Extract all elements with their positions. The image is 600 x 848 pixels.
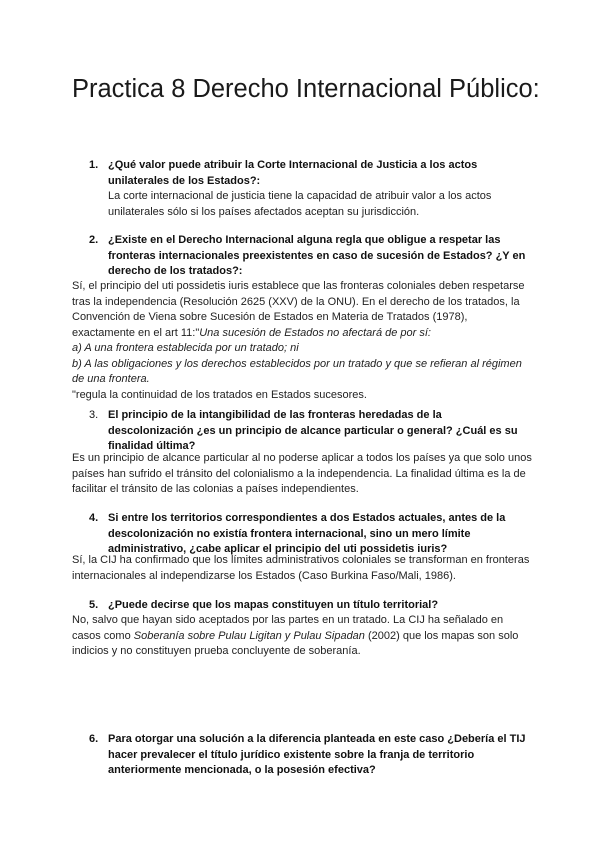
question-text: ¿Qué valor puede atribuir la Corte Internacional de Justicia a los actos unilaterales de los Estados?:	[108, 159, 478, 187]
answer-2	[72, 279, 532, 403]
quote-line: Una sucesión de Estados no afectará de por sí:	[199, 326, 431, 339]
question-4	[89, 511, 528, 558]
question-1	[89, 158, 528, 189]
answer-4: Sí, la CIJ ha confirmado que los límites administrativos coloniales se transforman en fronteras internacionales al independizarse los Estados (Caso Burkina Faso/Mali, 1986).	[72, 554, 530, 582]
question-text: Para otorgar una solución a la diferencia planteada en este caso ¿Debería el TIJ hacer prevalecer el título jurídico existente sobre la franja de territorio anteriormente mencionada, o la posesión efectiva?	[108, 733, 526, 776]
question-text: Si entre los territorios correspondientes a dos Estados actuales, antes de la descolonización no existía frontera internacional, sino un mero límite administrativo, ¿cabe aplicar el principio del uti possidetis iuris?	[108, 512, 506, 555]
question-number: 2.	[89, 234, 99, 246]
question-5	[89, 598, 528, 614]
quote-item-b: b) A las obligaciones y los derechos establecidos por un tratado y que se refieran al régimen de una frontera.	[72, 357, 522, 385]
answer-1: La corte internacional de justicia tiene la capacidad de atribuir valor a los actos unilaterales sólo si los países afectados aceptan su jurisdicción.	[108, 190, 492, 218]
page-title: Practica 8 Derecho Internacional Público:	[72, 75, 540, 103]
question-number: 1.	[89, 159, 99, 171]
answer-intro: Sí, el principio del uti possidetis iuris establece que las fronteras coloniales deben respetarse tras la independencia (Resolución 2625 (XXV) de la ONU). En el derecho de los tratados, la Convención de Viena sobre Sucesión de Estados en Materia de Tratados (1978), exactamente en el art 11:"	[72, 280, 525, 339]
question-number: 5.	[89, 599, 99, 611]
question-6	[89, 732, 528, 779]
question-2	[89, 233, 528, 280]
answer-text: (2002) que los mapas son solo indicios y no constituyen prueba concluyente de soberanía.	[72, 629, 519, 657]
question-number: 4.	[89, 512, 99, 524]
question-text: El principio de la intangibilidad de las fronteras heredadas de la descolonización ¿es un principio de alcance particular o general? ¿Cuál es su finalidad última?	[108, 409, 518, 452]
question-number: 3.	[89, 409, 99, 421]
case-name: Soberanía sobre Pulau Ligitan y Pulau Sipadan	[133, 629, 365, 642]
question-number: 6.	[89, 733, 99, 745]
question-text: ¿Existe en el Derecho Internacional alguna regla que obligue a respetar las fronteras internacionales preexistentes en caso de sucesión de Estados? ¿Y en derecho de los tratados?:	[108, 234, 526, 277]
answer-text: No, salvo que hayan sido aceptados por las partes en un tratado. La CIJ ha señalado en casos como	[72, 614, 504, 642]
answer-end: "regula la continuidad de los tratados en Estados sucesores.	[72, 388, 367, 401]
answer-5	[72, 613, 532, 660]
question-3	[89, 408, 528, 455]
question-text: ¿Puede decirse que los mapas constituyen un título territorial?	[108, 599, 439, 611]
quote-item-a: a) A una frontera establecida por un tratado; ni	[72, 342, 299, 354]
answer-3: Es un principio de alcance particular al no poderse aplicar a todos los países ya que solo unos países han sufrido el tránsito del colonialismo a la independencia. La finalidad última es la de facilitar el tránsito de las colonias a países independientes.	[72, 452, 532, 495]
